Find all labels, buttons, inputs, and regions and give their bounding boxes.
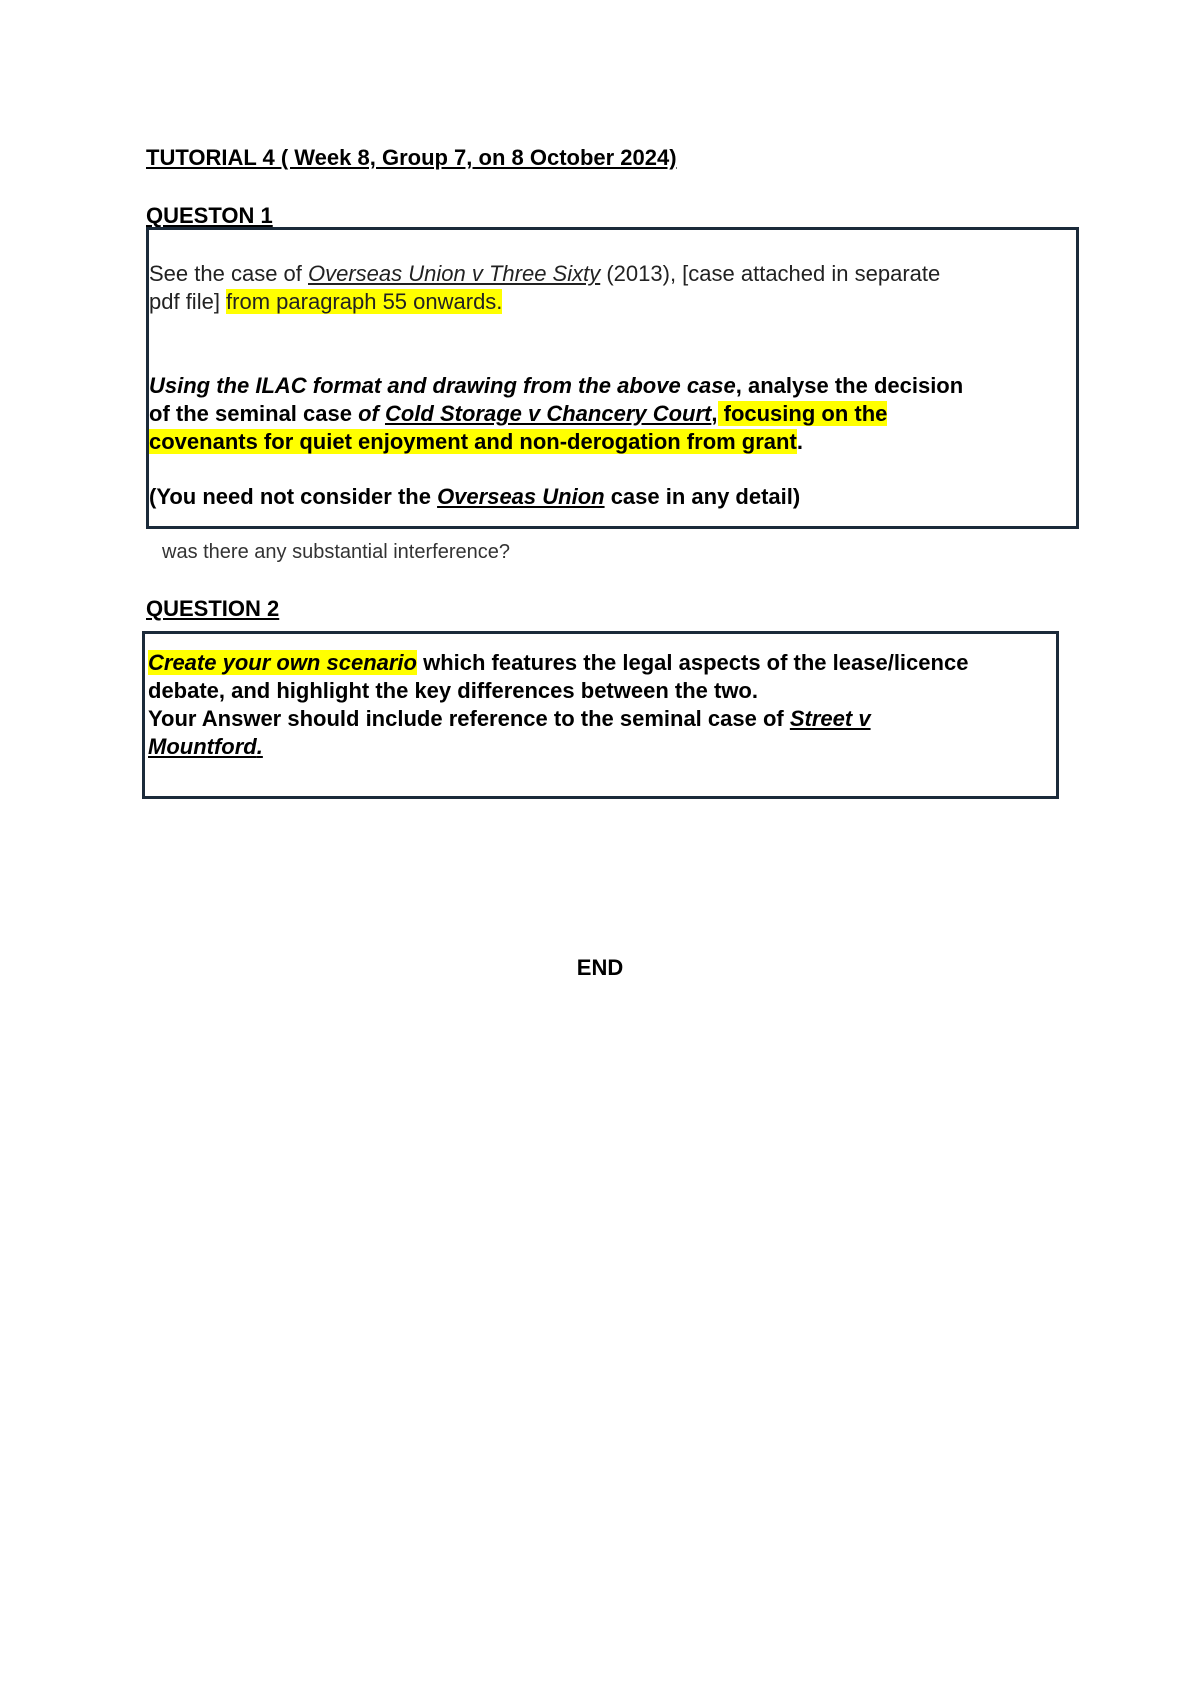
question-2-box xyxy=(142,631,1059,799)
q1-covenants-highlight: covenants for quiet enjoyment and non-derogation from grant xyxy=(149,429,797,454)
q2-scenario-highlight: Create your own scenario xyxy=(148,650,417,675)
q1-line-6 xyxy=(149,483,800,511)
question-1-heading: QUESTON 1 xyxy=(146,203,273,228)
q2-case-street: Street v xyxy=(789,706,871,731)
q2-line-4 xyxy=(148,733,263,761)
question-2-heading: QUESTION 2 xyxy=(146,596,280,621)
q1-case-overseas-union: Overseas Union v Three Sixty xyxy=(308,261,601,286)
question-1-box xyxy=(146,227,1079,529)
q2-line-3 xyxy=(148,705,871,733)
handwritten-note: was there any substantial interference? xyxy=(162,541,510,563)
q1-ilac-instruction: Using the ILAC format and drawing from the above case xyxy=(149,373,736,398)
q1-line-1-post: (2013), [case attached in separate xyxy=(600,261,941,286)
q1-line-5-post: . xyxy=(796,429,803,454)
q1-line-2-pre: pdf file] xyxy=(149,289,227,314)
q1-line-1 xyxy=(149,260,940,288)
q1-focus-highlight: focusing on the xyxy=(717,401,888,426)
q1-case-overseas-union-ref: Overseas Union xyxy=(437,484,605,509)
q2-line-4-post: . xyxy=(256,734,263,759)
q1-line-5 xyxy=(149,428,803,456)
q2-case-mountford: Mountford xyxy=(148,734,257,759)
q2-line-1-post: which features the legal aspects of the lease/licence xyxy=(416,650,969,675)
q1-comma: , xyxy=(711,401,718,426)
q2-line-3-pre: Your Answer should include reference to the seminal case of xyxy=(148,706,790,731)
q1-line-3 xyxy=(149,372,963,400)
q1-line-4-pre: of the seminal case xyxy=(149,401,359,426)
q1-of-italic: of xyxy=(358,401,379,426)
document-title: TUTORIAL 4 ( Week 8, Group 7, on 8 October 2024) xyxy=(146,145,677,170)
q1-line-1-pre: See the case of xyxy=(149,261,308,286)
q1-line-3-post: , analyse the decision xyxy=(735,373,964,398)
q1-line-6-post: case in any detail) xyxy=(604,484,801,509)
q1-paragraph-highlight: from paragraph 55 onwards. xyxy=(226,289,503,314)
q1-line-4 xyxy=(149,400,887,428)
q1-line-6-pre: (You need not consider the xyxy=(149,484,438,509)
q2-line-1 xyxy=(148,649,968,677)
end-marker: END xyxy=(576,955,624,980)
q1-line-2 xyxy=(149,288,502,316)
q1-case-cold-storage: Cold Storage v Chancery Court xyxy=(384,401,712,426)
q2-line-2: debate, and highlight the key differences between the two. xyxy=(148,678,758,703)
